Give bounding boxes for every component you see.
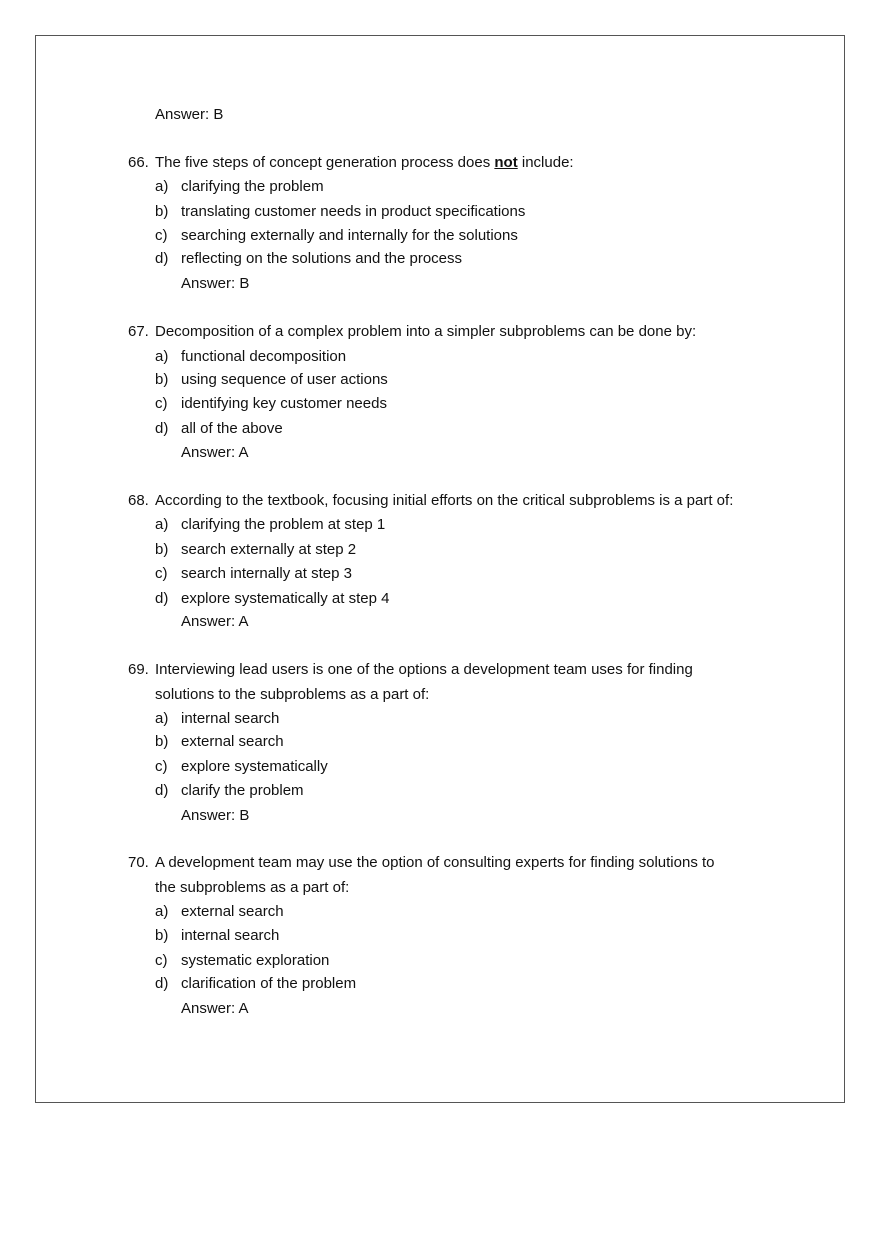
option-letter: d) <box>155 975 169 992</box>
option-text: external search <box>181 903 284 920</box>
option-letter: a) <box>155 348 169 365</box>
question-67-text: Decomposition of a complex problem into a simpler subproblems can be done by: <box>155 323 697 340</box>
option-letter: d) <box>155 250 169 267</box>
option-letter: b) <box>155 927 169 944</box>
option-text: clarification of the problem <box>181 975 357 992</box>
answer-68: Answer: A <box>181 613 249 630</box>
option-text: functional decomposition <box>181 348 347 365</box>
option-text: clarifying the problem <box>181 178 324 195</box>
option-text: explore systematically <box>181 758 328 775</box>
option-text: search externally at step 2 <box>181 541 357 558</box>
option-letter: a) <box>155 178 169 195</box>
option-letter: c) <box>155 395 168 412</box>
question-68-number: 68. <box>128 492 149 509</box>
option-text: using sequence of user actions <box>181 371 388 388</box>
question-68-text: According to the textbook, focusing initial efforts on the critical subproblems is a part of: <box>155 492 734 509</box>
option-letter: b) <box>155 203 169 220</box>
option-text: clarifying the problem at step 1 <box>181 516 386 533</box>
question-69-text-line-1: Interviewing lead users is one of the options a development team uses for finding <box>155 661 693 678</box>
option-text: internal search <box>181 710 280 727</box>
answer-70: Answer: A <box>181 1000 249 1017</box>
answer-66: Answer: B <box>181 275 250 292</box>
option-letter: b) <box>155 371 169 388</box>
option-text: identifying key customer needs <box>181 395 387 412</box>
option-text: systematic exploration <box>181 952 330 969</box>
question-66-emphasis: not <box>494 154 518 171</box>
answer-65: Answer: B <box>155 106 224 123</box>
option-letter: a) <box>155 710 169 727</box>
option-letter: c) <box>155 952 168 969</box>
option-letter: b) <box>155 541 169 558</box>
option-text: searching externally and internally for the solutions <box>181 227 518 244</box>
option-letter: d) <box>155 420 169 437</box>
answer-67: Answer: A <box>181 444 249 461</box>
option-text: reflecting on the solutions and the process <box>181 250 463 267</box>
option-text: explore systematically at step 4 <box>181 590 390 607</box>
option-letter: c) <box>155 758 168 775</box>
option-letter: b) <box>155 733 169 750</box>
option-text: search internally at step 3 <box>181 565 352 582</box>
question-66-text: The five steps of concept generation process does not include: <box>155 154 574 171</box>
question-69-number: 69. <box>128 661 149 678</box>
option-letter: c) <box>155 565 168 582</box>
option-text: internal search <box>181 927 280 944</box>
option-text: external search <box>181 733 284 750</box>
option-letter: c) <box>155 227 168 244</box>
option-letter: a) <box>155 903 169 920</box>
question-70-text-line-2: the subproblems as a part of: <box>155 879 350 896</box>
option-letter: a) <box>155 516 169 533</box>
option-text: clarify the problem <box>181 782 304 799</box>
question-69-text-line-2: solutions to the subproblems as a part of: <box>155 686 430 703</box>
option-letter: d) <box>155 590 169 607</box>
question-66-number: 66. <box>128 154 149 171</box>
option-letter: d) <box>155 782 169 799</box>
answer-69: Answer: B <box>181 807 250 824</box>
option-text: translating customer needs in product specifications <box>181 203 526 220</box>
question-70-number: 70. <box>128 854 149 871</box>
question-67-number: 67. <box>128 323 149 340</box>
question-70-text-line-1: A development team may use the option of consulting experts for finding solutions to <box>155 854 715 871</box>
option-text: all of the above <box>181 420 283 437</box>
